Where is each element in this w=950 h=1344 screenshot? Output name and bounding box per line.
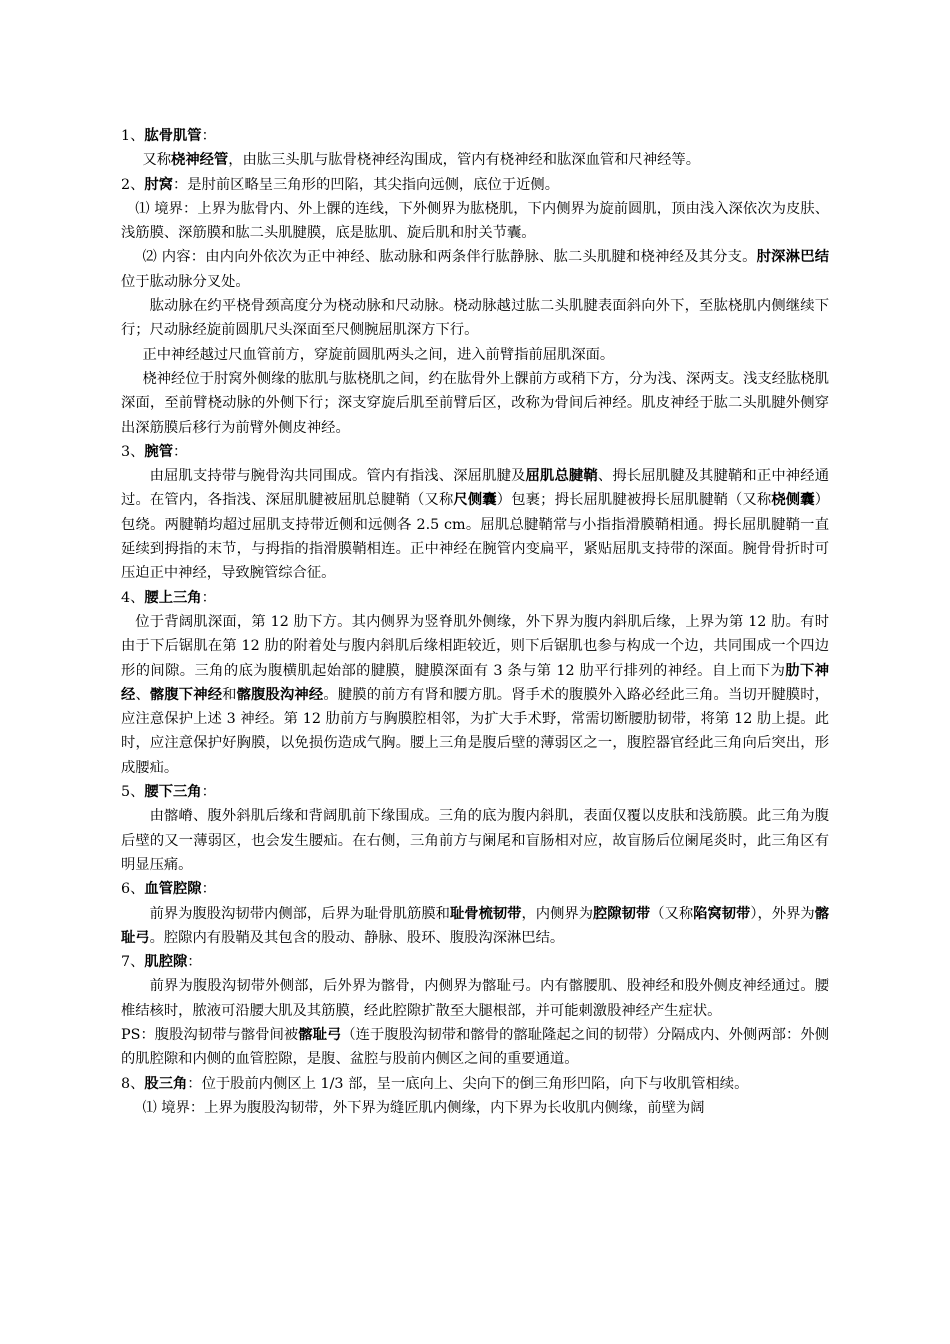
heading-s7: 7、肌腔隙： [121, 954, 202, 971]
paragraph-s2-boundary: ⑴ 境界：上界为肱骨内、外上髁的连线，下外侧界为肱桡肌，下内侧界为旋前圆肌，顶由浅入深依次为皮肤、浅筋膜、深筋膜和肱二头肌腱膜，底是肱肌、旋后肌和肘关节囊。 [121, 200, 829, 242]
heading-s6: 6、血管腔隙： [121, 881, 216, 898]
paragraph-s3: 由屈肌支持带与腕骨沟共同围成。管内有指浅、深屈肌腱及屈肌总腱鞘、拇长屈肌腱及其腱鞘和正中神经通过。在管内，各指浅、深屈肌腱被屈肌总腱鞘（又称尺侧囊）包裹；拇长屈肌腱被拇长屈肌腱鞘（又称桡侧囊）包绕。两腱鞘均超过屈肌支持带近侧和远侧各 2.5 cm。屈肌总腱鞘常与小指指滑膜鞘相通。拇长屈肌腱鞘一直延续到拇指的末节，与拇指的指滑膜鞘相连。正中神经在腕管内变扁平，紧贴屈肌支持带的深面。腕骨骨折时可压迫正中神经，导致腕管综合征。 [121, 468, 830, 582]
paragraph-s6: 前界为腹股沟韧带内侧部，后界为耻骨肌筋膜和耻骨梳韧带，内侧界为腔隙韧带（又称陷窝韧带），外界为髂耻弓。腔隙内有股鞘及其包含的股动、静脉、股环、腹股沟深淋巴结。 [121, 905, 830, 946]
paragraph-s1: 又称桡神经管，由肱三头肌与肱骨桡神经沟围成，管内有桡神经和肱深血管和尺神经等。 [142, 152, 701, 169]
heading-s4: 4、腰上三角： [121, 589, 216, 606]
paragraph-s2-radial: 桡神经位于肘窝外侧缘的肱肌与肱桡肌之间，约在肱骨外上髁前方或稍下方，分为浅、深两支。浅支经肱桡肌深面，至前臂桡动脉的外侧下行；深支穿旋后肌至前臂后区，改称为骨间后神经。肌皮神经于肱二头肌腱外侧穿出深筋膜后移行为前臂外侧皮神经。 [121, 370, 829, 436]
paragraph-s7-ps: PS：腹股沟韧带与髂骨间被髂耻弓（连于腹股沟韧带和髂骨的髂耻隆起之间的韧带）分隔成内、外侧两部：外侧的肌腔隙和内侧的血管腔隙，是腹、盆腔与股前内侧区之间的重要通道。 [121, 1026, 830, 1068]
heading-s8: 8、股三角：位于股前内侧区上 1/3 部，呈一底向上、尖向下的倒三角形凹陷，向下与收肌管相续。 [121, 1075, 749, 1092]
heading-s5: 5、腰下三角： [121, 784, 216, 801]
paragraph-s7: 前界为腹股沟韧带外侧部，后外界为髂骨，内侧界为髂耻弓。内有髂腰肌、股神经和股外侧皮神经通过。腰椎结核时，脓液可沿腰大肌及其筋膜，经此腔隙扩散至大腿根部，并可能刺激股神经产生症状。 [121, 978, 829, 1019]
paragraph-s5: 由髂嵴、腹外斜肌后缘和背阔肌前下缘围成。三角的底为腹内斜肌，表面仅覆以皮肤和浅筋膜。此三角为腹后壁的又一薄弱区，也会发生腰疝。在右侧，三角前方与阑尾和盲肠相对应，故盲肠后位阑尾炎时，此三角区有明显压痛。 [121, 808, 829, 873]
heading-s2: 2、肘窝：是肘前区略呈三角形的凹陷，其尖指向远侧，底位于近侧。 [121, 176, 560, 193]
document-page [121, 124, 829, 1120]
paragraph-s2-content: ⑵ 内容：由内向外依次为正中神经、肱动脉和两条伴行肱静脉、肱二头肌腱和桡神经及其分支。肘深淋巴结位于肱动脉分叉处。 [121, 249, 829, 290]
paragraph-s2-median: 正中神经越过尺血管前方，穿旋前圆肌两头之间，进入前臂指前屈肌深面。 [142, 346, 615, 363]
paragraph-s4: 位于背阔肌深面，第 12 肋下方。其内侧界为竖脊肌外侧缘，外下界为腹内斜肌后缘，上界为第 12 肋。有时由于下后锯肌在第 12 肋的附着处与腹内斜肌后缘相距较近，则下后锯肌也参与构成一个边，共同围成一个四边形的间隙。三角的底为腹横肌起始部的腱膜，腱膜深面有 3 条与第 12 肋平行排列的神经。自上而下为肋下神经、髂腹下神经和髂腹股沟神经。腱膜的前方有肾和腰方肌。肾手术的腹膜外入路必经此三角。当切开腱膜时，应注意保护上述 3 神经。第 12 肋前方与胸膜腔相邻，为扩大手术野，常需切断腰肋韧带，将第 12 肋上提。此时，应注意保护好胸膜，以免损伤造成气胸。腰上三角是腹后壁的薄弱区之一，腹腔器官经此三角向后突出，形成腰疝。 [121, 613, 830, 776]
heading-s1: 1、肱骨肌管： [121, 128, 216, 144]
paragraph-s2-artery: 肱动脉在约平桡骨颈高度分为桡动脉和尺动脉。桡动脉越过肱二头肌腱表面斜向外下，至肱桡肌内侧继续下行；尺动脉经旋前圆肌尺头深面至尺侧腕屈肌深方下行。 [121, 298, 829, 339]
paragraph-s8-boundary: ⑴ 境界：上界为腹股沟韧带，外下界为缝匠肌内侧缘，内下界为长收肌内侧缘，前壁为阔 [142, 1099, 705, 1116]
heading-s3: 3、腕管： [121, 443, 188, 460]
